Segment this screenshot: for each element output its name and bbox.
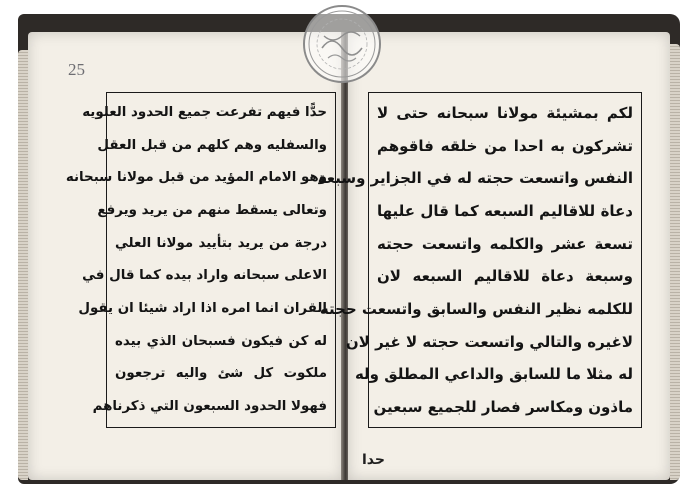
text-line: ملكوت كل شئ واليه ترجعون — [115, 366, 327, 382]
text-line: تشركون به احدا من خلقه فاقوهم — [377, 136, 633, 155]
text-line: درجة من يريد بتأييد مولانا العلي — [115, 235, 327, 251]
library-seal-stamp — [300, 2, 384, 86]
text-line: له مثلا ما للسابق والداعي المطلق وله — [354, 365, 633, 384]
left-page — [28, 32, 343, 480]
catchword: حدا — [362, 452, 385, 468]
text-line: وتعالى يسقط منهم من يريد ويرفع — [97, 202, 327, 218]
text-line: فهولا الحدود السبعون التي ذكرناهم — [92, 398, 327, 414]
text-line: الاعلى سبحانه واراد بيده كما قال في — [82, 268, 327, 284]
text-line: وهو الامام المؤيد من قبل مولانا سبحانه — [65, 170, 327, 186]
text-line: ماذون ومكاسر فصار للجميع سبعين — [373, 397, 633, 416]
text-line: تسعة عشر والكلمه واتسعت حجته — [377, 234, 633, 253]
text-line: النفس واتسعت حجته له في الجزاير وسبعة — [317, 169, 633, 188]
text-line: لاغيره والتالي واتسعت حجته لا غير لان — [345, 332, 633, 351]
text-line: للكلمه نظير النفس والسابق واتسعت حجته — [319, 299, 633, 318]
text-line: حدًّا فيهم تفرعت جميع الحدود العلويه — [82, 105, 327, 120]
right-page-edges — [670, 44, 680, 480]
text-line: له كن فيكون فسبحان الذي بيده — [115, 333, 327, 349]
right-text-block — [317, 92, 642, 428]
right-page — [317, 32, 670, 480]
text-line: والسفليه وهم كلهم من قبل العقل — [97, 137, 327, 153]
text-line: القران انما امره اذا اراد شيئا ان يقول — [78, 300, 327, 316]
text-line: وسبعة دعاة للاقاليم السبعه لان — [377, 267, 633, 286]
text-line: دعاة للاقاليم السبعه كما قال عليها — [377, 201, 633, 220]
page-number: 25 — [68, 60, 85, 79]
left-text-block — [65, 92, 336, 428]
text-line: لكم بمشيئة مولانا سبحانه حتى لا — [377, 104, 633, 122]
left-page-edges — [18, 50, 28, 480]
